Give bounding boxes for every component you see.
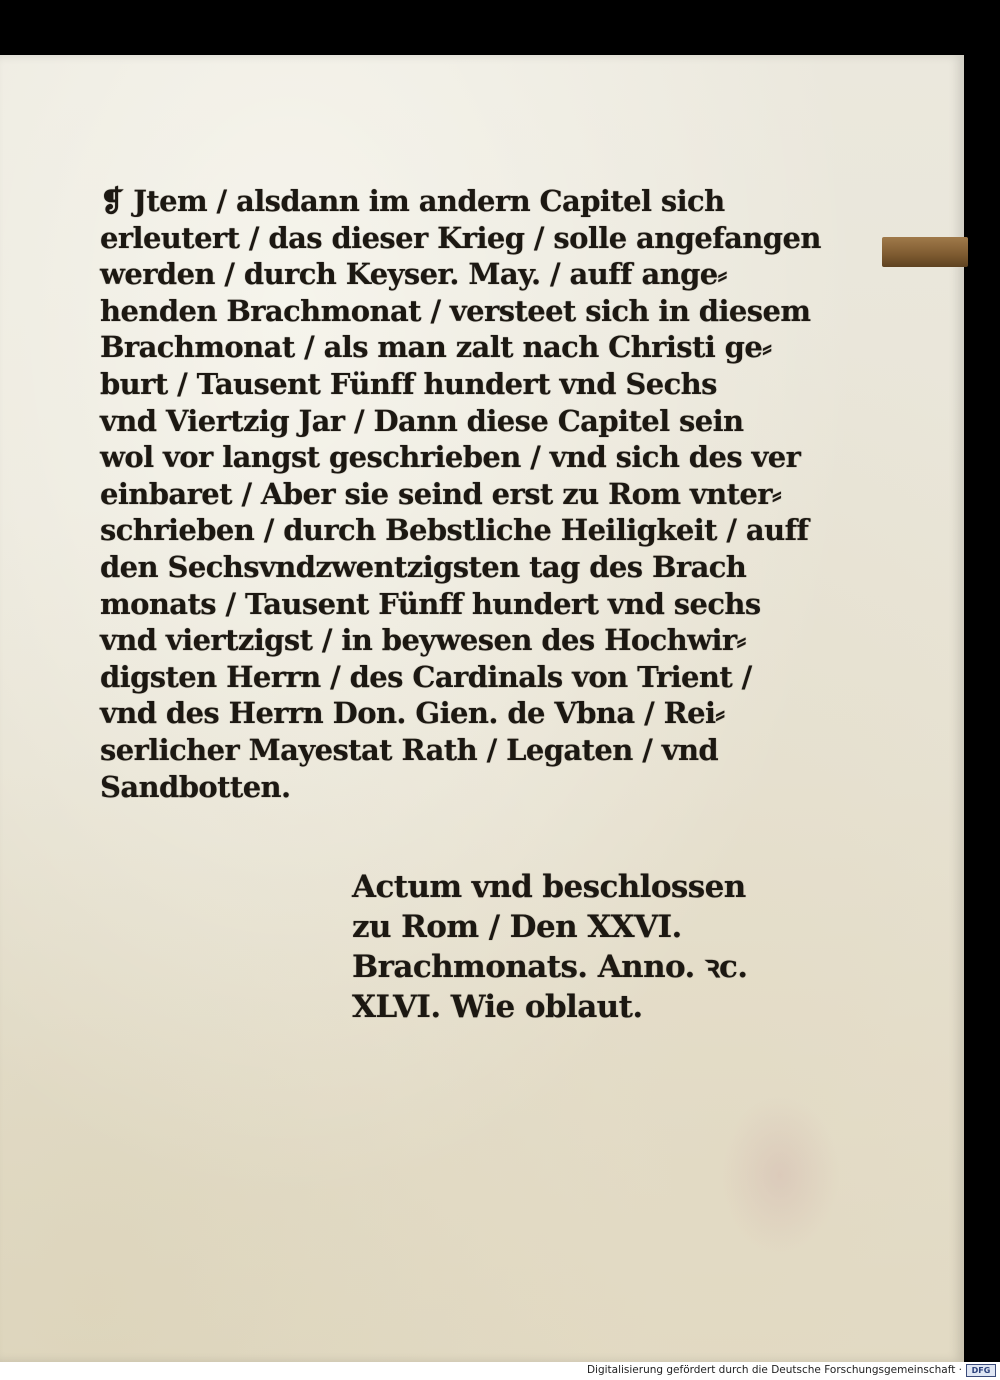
text-line: den Sechsvndzwentzigsten tag des Brach	[100, 549, 747, 584]
text-line: Brachmonat / als man zalt nach Christi ge⸗	[100, 330, 772, 365]
text-line: vnd viertzigst / in beywesen des Hochwir⸗	[100, 623, 746, 658]
text-line: monats / Tausent Fünff hundert vnd sechs	[100, 586, 761, 621]
text-line: schrieben / durch Bebstliche Heiligkeit / auff	[100, 513, 809, 548]
book-page	[0, 55, 964, 1362]
main-text-block	[100, 183, 821, 805]
text-line: ❡ Jtem / alsdann im andern Capitel sich	[100, 184, 725, 218]
funding-credit: Digitalisierung gefördert durch die Deutsche Forschungsgemeinschaft ·	[586, 1364, 962, 1376]
text-line: werden / durch Keyser. May. / auff ange⸗	[100, 257, 727, 292]
text-line: Sandbotten.	[100, 769, 291, 804]
dfg-logo: DFG	[966, 1364, 996, 1377]
closing-block	[352, 867, 752, 1027]
bookmark-tab	[882, 237, 968, 267]
paper-stain	[720, 1095, 840, 1255]
text-line: henden Brachmonat / versteet sich in diesem	[100, 293, 811, 328]
closing-line: Actum vnd beschlossen	[352, 869, 746, 905]
text-line: vnd Viertzig Jar / Dann diese Capitel sein	[100, 403, 744, 438]
text-line: digsten Herrn / des Cardinals von Trient /	[100, 659, 752, 694]
text-line: wol vor langst geschrieben / vnd sich des ver	[100, 440, 801, 475]
text-line: serlicher Mayestat Rath / Legaten / vnd	[100, 732, 719, 767]
text-line: burt / Tausent Fünff hundert vnd Sechs	[100, 366, 717, 401]
closing-line: zu Rom / Den XXVI.	[352, 909, 682, 945]
closing-line: XLVI. Wie oblaut.	[352, 989, 643, 1025]
text-line: einbaret / Aber sie seind erst zu Rom vnter⸗	[100, 476, 782, 511]
footer-bar	[0, 1362, 1000, 1380]
text-line: erleutert / das dieser Krieg / solle angefangen	[100, 220, 821, 255]
text-line: vnd des Herrn Don. Gien. de Vbna / Rei⸗	[100, 696, 725, 731]
closing-line: Brachmonats. Anno. ꝛc.	[352, 949, 748, 985]
